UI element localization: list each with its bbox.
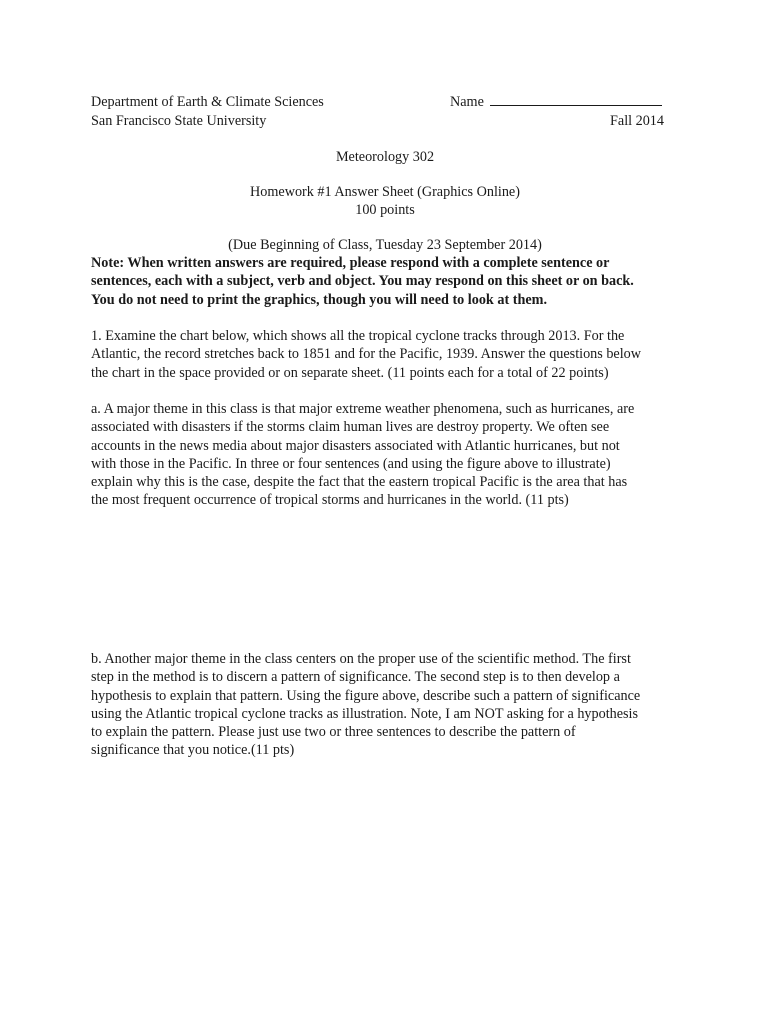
question-line: b. Another major theme in the class centers on the proper use of the scientific method. The first	[91, 651, 631, 667]
name-field[interactable]	[450, 93, 662, 111]
question-1	[91, 327, 691, 382]
course-title: Meteorology 302	[335, 149, 435, 165]
answer-space-b[interactable]	[91, 770, 691, 990]
name-label: Name	[450, 94, 484, 110]
question-line: with those in the Pacific. In three or four sentences (and using the figure above to illustrate)	[91, 455, 611, 472]
question-line: using the Atlantic tropical cyclone tracks as illustration. Note, I am NOT asking for a hypothesis	[91, 705, 639, 722]
question-line: hypothesis to explain that pattern. Using the figure above, describe such a pattern of significance	[91, 687, 641, 704]
question-line: step in the method is to discern a pattern of significance. The second step is to then develop a	[91, 669, 620, 686]
note-line: You do not need to print the graphics, though you will need to look at them.	[91, 291, 548, 308]
question-line: Atlantic, the record stretches back to 1851 and for the Pacific, 1939. Answer the questions below	[91, 346, 642, 363]
term-label: Fall 2014	[610, 113, 664, 129]
question-line: to explain the pattern. Please just use two or three sentences to describe the pattern of	[91, 724, 576, 741]
question-line: explain why this is the case, despite the fact that the eastern tropical Pacific is the area that has	[91, 474, 628, 491]
question-1b	[91, 650, 691, 760]
question-line: 1. Examine the chart below, which shows all the tropical cyclone tracks through 2013. For the	[91, 328, 625, 344]
question-line: associated with disasters if the storms claim human lives are destroy property. We often see	[91, 419, 610, 436]
note-line: Note: When written answers are required, please respond with a complete sentence or	[91, 255, 610, 271]
due-date: (Due Beginning of Class, Tuesday 23 September 2014)	[228, 237, 542, 253]
question-line: significance that you notice.(11 pts)	[91, 742, 295, 759]
question-line: the chart in the space provided or on separate sheet. (11 points each for a total of 22 points)	[91, 364, 609, 381]
question-1a	[91, 400, 691, 510]
assignment-points: 100 points	[355, 202, 415, 218]
instructions-note	[91, 254, 691, 309]
note-line: sentences, each with a subject, verb and object. You may respond on this sheet or on back.	[91, 273, 634, 290]
answer-space-a[interactable]	[91, 520, 691, 640]
department-name: Department of Earth & Climate Sciences	[91, 94, 324, 110]
question-line: a. A major theme in this class is that major extreme weather phenomena, such as hurricanes, are	[91, 401, 635, 417]
name-blank-line[interactable]	[490, 93, 662, 106]
university-name: San Francisco State University	[91, 113, 267, 129]
question-line: the most frequent occurrence of tropical storms and hurricanes in the world. (11 pts)	[91, 492, 569, 509]
question-line: accounts in the news media about major disasters associated with Atlantic hurricanes, but not	[91, 437, 620, 454]
assignment-title: Homework #1 Answer Sheet (Graphics Online)	[250, 184, 520, 200]
